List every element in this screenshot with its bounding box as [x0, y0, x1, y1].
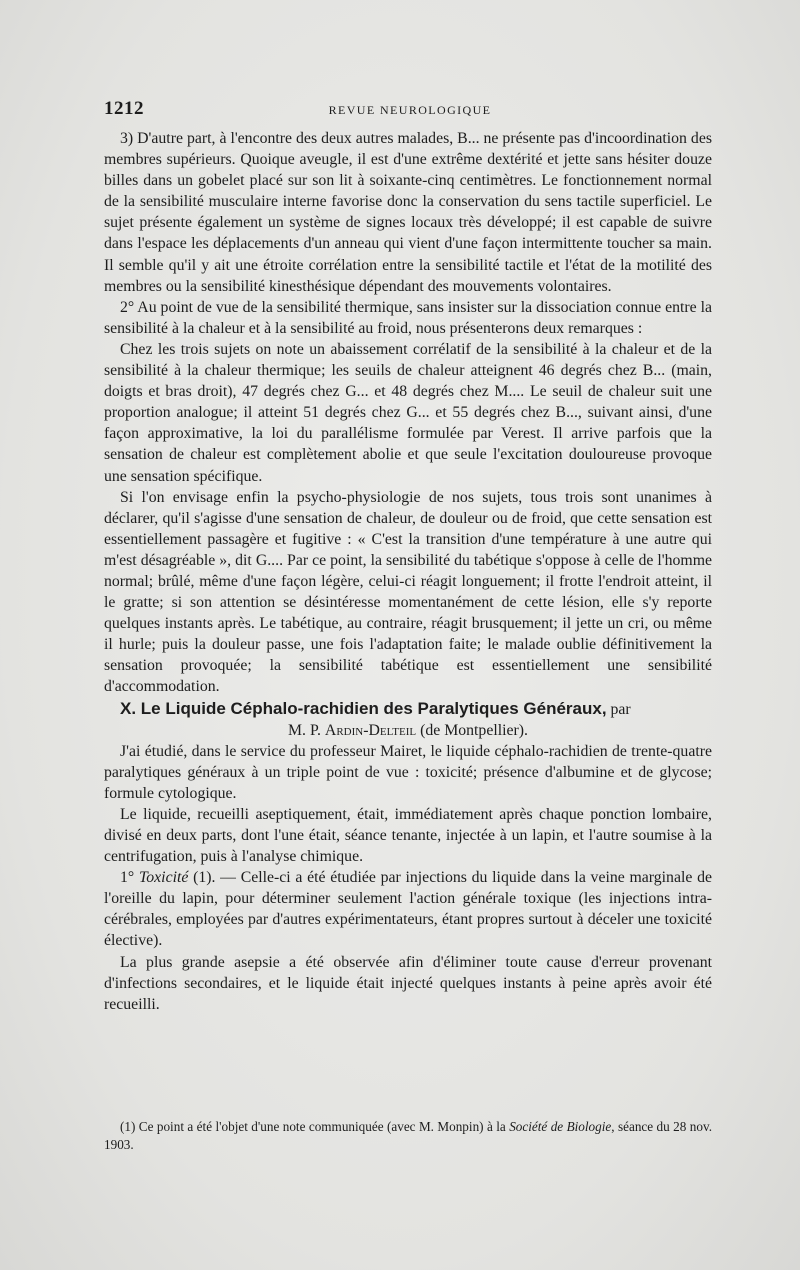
author-line [104, 720, 712, 741]
section-title: Le Liquide Céphalo-rachidien des Paralytiques Généraux, [140, 698, 607, 718]
footnote-text [104, 1118, 712, 1154]
paragraph-motor-coordination: 3) D'autre part, à l'encontre des deux autres malades, B... ne présente pas d'incoordination des membres supérieurs. Quoique aveugle, il est d'une extrême dextérité et jette sans hésiter douze billes dans un gobelet placé sur son lit à soixante-cinq centimètres. Le fonctionnement normal de la sensibilité musculaire interne favorise donc la conservation du sens tactile superficiel. Le sujet présente également un système de signes locaux très développé; il est capable de suivre dans l'espace les déplacements d'un anneau qui vient d'une façon intermittente toucher sa main. Il semble qu'il y ait une étroite corrélation entre la sensibilité tactile et l'état de la motilité des membres ou la sensibilité kinesthésique dépendant des mouvements volontaires. [104, 130, 712, 295]
running-head: REVUE NEUROLOGIQUE [328, 103, 492, 117]
author-name: Ardin-Delteil [324, 721, 417, 739]
section-par: par [606, 700, 631, 718]
paragraph-study-intro: J'ai étudié, dans le service du professeur Mairet, le liquide céphalo-rachidien de trente-quatre paralytiques généraux à un triple point de vue : toxicité; présence d'albumine et de glycose; formule cytologique. [104, 742, 712, 802]
section-heading [104, 698, 712, 720]
author-prefix: M. P. [288, 721, 325, 739]
author-affiliation: (de Montpellier). [416, 721, 528, 739]
footnote-tail: , séance du 28 nov. 1903. [104, 1119, 712, 1152]
paragraph-toxicity [104, 867, 712, 951]
section-numeral: X. [120, 698, 141, 718]
footnote-journal: Société de Biologie [509, 1119, 612, 1134]
footnote [104, 1118, 712, 1154]
footnote-lead: (1) Ce point a été l'objet d'une note communiquée (avec M. Monpin) à la [120, 1119, 510, 1134]
toxicity-text: (1). — Celle-ci a été étudiée par injections du liquide dans la veine marginale de l'oreille du lapin, pour déterminer seulement l'action générale toxique (les injections intra-cérébrales, employées par d'autres expérimentateurs, étant propres surtout à déceler une toxicité élective). [104, 869, 712, 950]
toxicity-number: 1° [120, 869, 139, 887]
toxicity-title: Toxicité [138, 869, 189, 887]
paragraph-thermal-intro: 2° Au point de vue de la sensibilité thermique, sans insister sur la dissociation connue entre la sensibilité à la chaleur et à la sensibilité au froid, nous présenterons deux remarques : [104, 298, 712, 337]
page-number: 1212 [104, 98, 144, 119]
paragraph-asepsis: La plus grande asepsie a été observée afin d'éliminer toute cause d'erreur provenant d'infections secondaires, et le liquide était injecté quelques instants à peine après avoir été recueilli. [104, 953, 712, 1013]
paragraph-sampling: Le liquide, recueilli aseptiquement, était, immédiatement après chaque ponction lombaire, divisé en deux parts, dont l'une était, séance tenante, injectée à un lapin, et l'autre soumise à la centrifugation, puis à l'analyse chimique. [104, 805, 712, 866]
page-header [104, 98, 716, 124]
paragraph-heat-thresholds: Chez les trois sujets on note un abaissement corrélatif de la sensibilité à la chaleur et de la sensibilité à la chaleur thermique; les seuils de chaleur atteignent 46 degrés chez B... (main, doigts et bras droit), 47 degrés chez G... et 48 degrés chez M.... Le seuil de chaleur suit une proportion analogue; il atteint 51 degrés chez G... et 55 degrés chez B..., suivant ainsi, d'une façon approximative, la loi du parallélisme formulée par Verest. Il arrive parfois que la sensation de chaleur est complètement abolie et que seule l'excitation douloureuse provoque une sensation spécifique. [104, 340, 712, 485]
paragraph-psychophysiology: Si l'on envisage enfin la psycho-physiologie de nos sujets, tous trois sont unanimes à déclarer, qu'il s'agisse d'une sensation de chaleur, de douleur ou de froid, que cette sensation est essentiellement passagère et fugitive : « C'est la transition d'une température à une autre qui m'est désagréable », dit G.... Par ce point, la sensibilité du tabétique s'oppose à celle de l'homme normal; brûlé, même d'une façon légère, celui-ci réagit longuement; il frotte l'endroit atteint, il le gratte; si son attention se désintéresse momentanément de cette lésion, elle s'y reporte quelques instants après. Le tabétique, au contraire, réagit brusquement; il jette un cri, ou même il hurle; puis la douleur passe, une fois l'adaptation faite; le malade oublie définitivement la sensation provoquée; la sensibilité tabétique est essentiellement une sensibilité d'accommodation. [104, 488, 712, 696]
article-body [104, 128, 712, 1015]
